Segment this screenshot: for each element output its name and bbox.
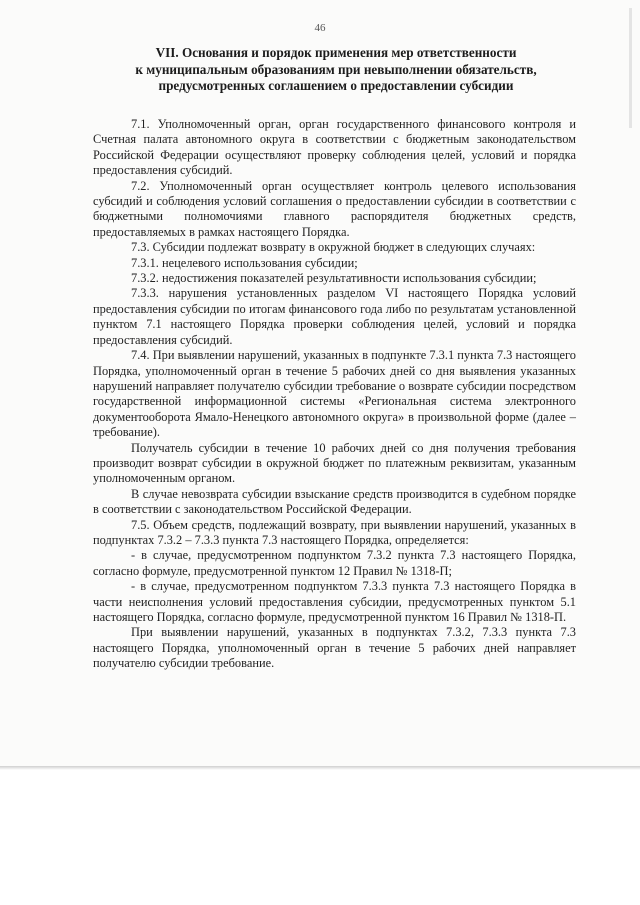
- section-heading-line: к муниципальным образованиям при невыполнении обязательств,: [135, 61, 537, 77]
- paragraph-judicial-recovery: В случае невозврата субсидии взыскание средств производится в судебном порядке в соответствии с законодательством Российской Федерации.: [93, 486, 576, 517]
- paragraph-7-5-case-1: - в случае, предусмотренном подпунктом 7.3.2 пункта 7.3 настоящего Порядка, согласно формуле, предусмотренной пунктом 12 Правил № 1318-П;: [93, 548, 576, 578]
- paragraph-7-3-1: 7.3.1. нецелевого использования субсидии;: [131, 255, 358, 270]
- sheet-bottom-edge: [0, 766, 640, 770]
- paragraph-7-4: 7.4. При выявлении нарушений, указанных в подпункте 7.3.1 пункта 7.3 настоящего Порядка, уполномоченный орган в течение 5 рабочих дней со дня выявления указанных нарушений направляет получателю субсидии требование о возврате субсидии посредством государственной информационной системы «Региональная система электронного документооборота Ямало-Ненецкого автономного округа» в произвольной форме (далее – требование).: [93, 348, 576, 440]
- section-body: [93, 117, 576, 672]
- paragraph-7-3-3: 7.3.3. нарушения установленных разделом VI настоящего Порядка условий предоставления субсидии по итогам финансового года либо по результатам установленной пунктом 7.1 настоящего Порядка проверки соблюдения целей, условий и порядка предоставления субсидий.: [93, 286, 576, 347]
- paragraph-7-2: 7.2. Уполномоченный орган осуществляет контроль целевого использования субсидий и соблюдения условий соглашения о предоставлении субсидии в соответствии с бюджетными полномочиями главного распорядителя бюджетных средств, предоставляемых в рамках настоящего Порядка.: [93, 178, 576, 239]
- paragraph-return-deadline: Получатель субсидии в течение 10 рабочих дней со дня получения требования производит возврат субсидии в окружной бюджет по платежным реквизитам, указанным уполномоченным органом.: [93, 440, 576, 486]
- paragraph-7-3-2: 7.3.2. недостижения показателей результативности использования субсидии;: [131, 271, 537, 286]
- paragraph-violation-demand: При выявлении нарушений, указанных в подпунктах 7.3.2, 7.3.3 пункта 7.3 настоящего Порядка, уполномоченный орган в течение 5 рабочих дней направляет получателю субсидии требование.: [93, 625, 576, 671]
- section-heading-line: VII. Основания и порядок применения мер ответственности: [155, 45, 517, 60]
- paragraph-7-1: 7.1. Уполномоченный орган, орган государственного финансового контроля и Счетная палата автономного округа в соответствии с бюджетным законодательством Российской Федерации осуществляют проверку соблюдения целей, условий и порядка предоставления субсидий.: [93, 117, 576, 178]
- paragraph-7-5-case-2: - в случае, предусмотренном подпунктом 7.3.3 пункта 7.3 настоящего Порядка в части неисполнения условий предоставления субсидии, предусмотренных пунктом 5.1 настоящего Порядка, согласно формуле, предусмотренной пунктом 16 Правил № 1318-П.: [93, 579, 576, 624]
- paragraph-7-3: 7.3. Субсидии подлежат возврату в окружной бюджет в следующих случаях:: [131, 240, 536, 255]
- page-number: 46: [314, 22, 326, 34]
- section-heading-line: предусмотренных соглашением о предоставлении субсидии: [158, 78, 514, 93]
- section-heading: [110, 45, 562, 95]
- paragraph-7-5: 7.5. Объем средств, подлежащий возврату, при выявлении нарушений, указанных в подпунктах 7.3.2 – 7.3.3 пункта 7.3 настоящего Порядка, определяется:: [93, 517, 576, 547]
